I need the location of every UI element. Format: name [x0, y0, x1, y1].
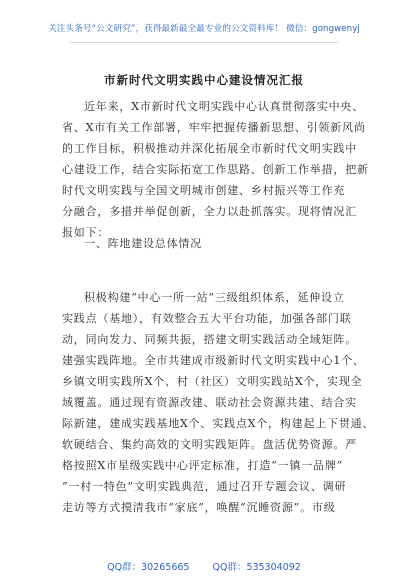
- paragraph-line: 走访等方式摸清我市“家底”，唤醒“沉睡资源”。市级: [62, 501, 336, 514]
- paragraph-line: 乡镇文明实践所X个、村（社区）文明实践站X个，实现全: [62, 375, 363, 388]
- footer-contact: [0, 559, 408, 573]
- section-heading: 一、阵地建设总体情况: [84, 237, 202, 250]
- paragraph-line: 动，同向发力、同频共振，搭建文明实践活动全域矩阵。: [62, 333, 357, 346]
- paragraph-line: 时代文明实践与全国文明城市创建、乡村振兴等工作充: [62, 184, 346, 197]
- intro-paragraph: [62, 96, 369, 243]
- paragraph-line: 实践点（基地），有效整合五大平台功能，加强各部门联: [62, 312, 352, 325]
- section-paragraph: [62, 287, 375, 518]
- header-banner: 关注头条号“公文研究”，获得最新最全最专业的公文资料库！ 微信：gongwenyj: [48, 24, 360, 34]
- paragraph-line: 域覆盖。通过现有资源改建、联动社会资源共建、结合实: [62, 396, 357, 409]
- paragraph-line: 际新建，建成实践基地X个、实践点X个，构建起上下贯通、: [62, 417, 375, 430]
- paragraph-line: 近年来，X市新时代文明实践中心认真贯彻落实中央、: [84, 100, 365, 113]
- qq-group-2: QQ群：535304092: [212, 562, 301, 573]
- paragraph-line: 积极构建“中心一所一站”三级组织体系，延伸设立: [84, 291, 345, 304]
- qq-group-1: QQ群：30265665: [107, 562, 190, 573]
- paragraph-line: 分融合，多措并举促创新，全力以赴抓落实。现将情况汇: [62, 205, 357, 218]
- document-title: 市新时代文明实践中心建设情况汇报: [104, 73, 304, 87]
- paragraph-line: 心建设工作，结合实际拓宽工作思路、创新工作举措，把新: [62, 163, 369, 176]
- paragraph-line: 的工作目标，积极推动并深化拓展全市新时代文明实践中: [62, 142, 357, 155]
- paragraph-line: 软硬结合、集约高效的文明实践矩阵。盘活优势资源。严: [62, 438, 357, 451]
- paragraph-line: 建强实践阵地。全市共建成市级新时代文明实践中心1个、: [62, 354, 365, 367]
- paragraph-line: 省、X市有关工作部署，牢牢把握传播新思想、引领新风尚: [62, 121, 366, 134]
- paragraph-line: 格按照X市星级实践中心评定标准，打造“一镇一品牌”: [62, 459, 344, 472]
- header-divider: [70, 42, 338, 43]
- paragraph-line: 报如下：: [62, 226, 110, 239]
- paragraph-line: “一村一特色”文明实践典范，通过召开专题会议、调研: [62, 480, 347, 493]
